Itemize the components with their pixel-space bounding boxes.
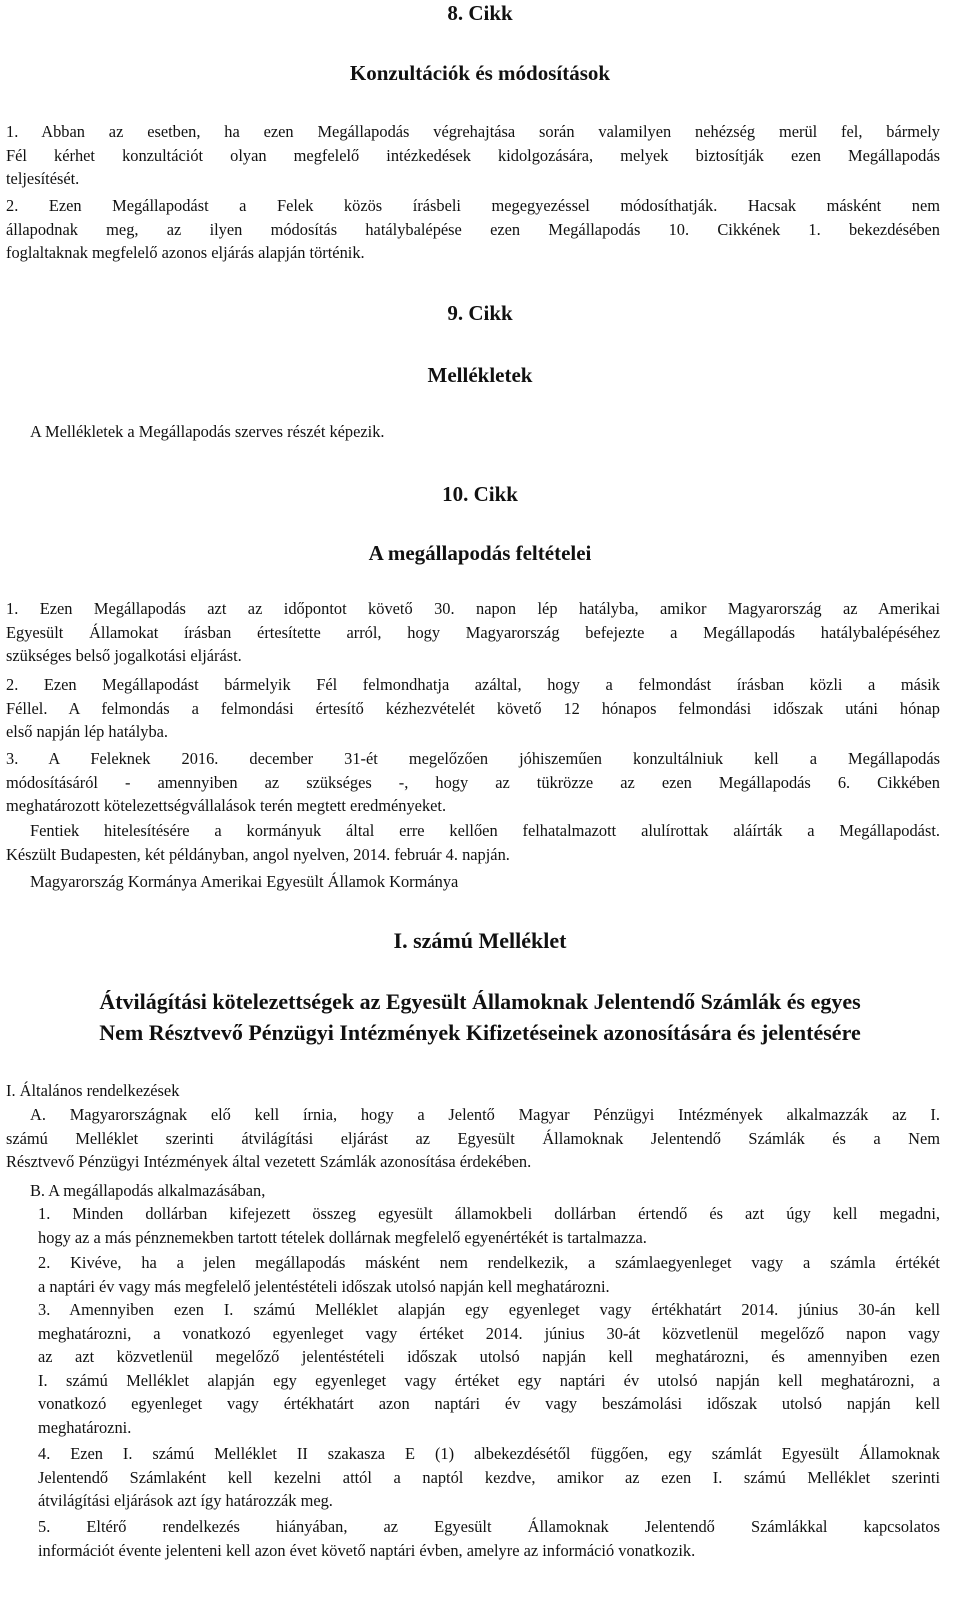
text-line: vonatkozó egyenleget vagy értékhatárt azon naptári év vagy beszámolási időszak utolsó napján kell [38,1394,940,1413]
article-10-number: 10. Cikk [442,482,518,506]
text-line: Jelentendő Számlaként kell kezelni attól a naptól kezdve, amikor az ezen I. számú Melléklet szerinti [38,1467,940,1487]
annex-item-2 [38,1251,940,1298]
annex-title-line-2: Nem Résztvevő Pénzügyi Intézmények Kifizetéseinek azonosítására és jelentésére [99,1020,861,1045]
text-line: 1. Abban az esetben, ha ezen Megállapodás végrehajtása során valamilyen nehézség merül fel, bármely [6,122,940,141]
annex-label: I. számú Melléklet [393,928,567,953]
annex-item-3 [38,1298,940,1439]
text-line: meghatározni. [38,1417,132,1437]
annex-title-line-1: Átvilágítási kötelezettségek az Egyesült Államoknak Jelentendő Számlák és egyes [99,989,861,1014]
text-line: 4. Ezen I. számú Melléklet II szakasza E (1) albekezdésétől függően, egy számlát Egyesült Államoknak [38,1444,940,1463]
text-line: 3. A Feleknek 2016. december 31-ét megelőzően jóhiszeműen konzultálniuk kell a Megállapodás [6,749,940,768]
text-line: első napján lép hatályba. [6,722,169,741]
annex-paragraph-a [6,1103,940,1174]
text-line: Fentiek hitelesítésére a kormányuk által erre kellően felhatalmazott alulírottak aláírták a Megállapodást. [30,821,940,840]
text-line: foglaltaknak megfelelő azonos eljárás alapján történik. [6,243,365,262]
article-10-paragraph-3 [6,747,940,818]
annex-item-1 [38,1202,940,1249]
text-line: Fél kérhet konzultációt olyan megfelelő intézkedések kidolgozására, melyek biztosítják ezen Megállapodás [6,145,940,165]
annex-item-5 [38,1515,940,1562]
text-line: Résztvevő Pénzügyi Intézmények által vezetett Számlák azonosítása érdekében. [6,1152,532,1171]
text-line: állapodnak meg, az ilyen módosítás hatálybalépése ezen Megállapodás 10. Cikkének 1. bekezdésében [6,219,940,239]
text-line: Féllel. A felmondás a felmondási értesítő kézhezvételét követő 12 hónapos felmondási időszak utáni hónap [6,698,940,718]
text-line: átvilágítási eljárások azt így határozzák meg. [38,1491,333,1510]
article-8-title: Konzultációk és módosítások [349,61,611,85]
article-10-paragraph-2 [6,673,940,744]
article-9-number: 9. Cikk [447,301,513,325]
text-line: 2. Kivéve, ha a jelen megállapodás másként nem rendelkezik, a számlaegyenleget vagy a számla értékét [38,1253,940,1272]
text-line: hogy az a más pénznemekben tartott tételek dollárnak megfelelő egyenértékét is tartalmazza. [38,1227,647,1247]
article-9-title: Mellékletek [427,363,533,387]
text-line: módosításáról - amennyiben az szükséges -, hogy az tükrözze az ezen Megállapodás 6. Cikkében [6,772,940,792]
text-line: információt évente jelenteni kell azon évet követő naptári évben, amelyre az információ vonatkozik. [38,1540,696,1560]
text-line: 3. Amennyiben ezen I. számú Melléklet alapján egy egyenleget vagy értékhatárt 2014. június 30-án kell [38,1300,940,1319]
article-10-paragraph-4 [6,819,940,866]
section-1-heading: I. Általános rendelkezések [6,1081,180,1100]
article-10-paragraph-1 [6,597,940,668]
text-line: az azt közvetlenül megelőző jelentéstételi időszak utolsó napján kell meghatározni, és amennyiben ezen [38,1347,940,1366]
text-line: meghatározott kötelezettségvállalások terén megtett eredményeket. [6,796,447,815]
text-line: számú Melléklet szerinti átvilágítási eljárást az Egyesült Államoknak Jelentendő Számlák és a Nem [6,1128,940,1148]
text-line: 5. Eltérő rendelkezés hiányában, az Egyesült Államoknak Jelentendő Számlákkal kapcsolatos [38,1517,940,1536]
article-9-text: A Mellékletek a Megállapodás szerves részét képezik. [30,422,385,441]
signatories: Magyarország Kormánya Amerikai Egyesült Államok Kormánya [30,872,459,891]
text-line: a naptári év vagy más megfelelő jelentéstételi időszak utolsó napján kell meghatározni. [38,1276,610,1296]
text-line: 1. Minden dollárban kifejezett összeg egyesült államokbeli dollárban értendő és azt úgy kell megadni, [38,1204,940,1223]
text-line: Egyesült Államokat írásban értesítette arról, hogy Magyarország befejezte a Megállapodás hatálybalépéséhez [6,622,940,642]
text-line: Készült Budapesten, két példányban, angol nyelven, 2014. február 4. napján. [6,844,510,864]
text-line: A. Magyarországnak elő kell írnia, hogy a Jelentő Magyar Pénzügyi Intézmények alkalmazzák az I. [30,1105,940,1124]
text-line: 2. Ezen Megállapodást bármelyik Fél felmondhatja azáltal, hogy a felmondást írásban közli a másik [6,675,940,694]
annex-paragraph-b: B. A megállapodás alkalmazásában, [30,1181,266,1200]
annex-item-4 [38,1442,940,1513]
article-10-title: A megállapodás feltételei [368,541,592,565]
article-8-paragraph-1 [6,120,940,191]
text-line: szükséges belső jogalkotási eljárást. [6,646,242,665]
text-line: 1. Ezen Megállapodás azt az időpontot követő 30. napon lép hatályba, amikor Magyarország az Amerikai [6,599,940,618]
text-line: 2. Ezen Megállapodást a Felek közös írásbeli megegyezéssel módosíthatják. Hacsak másként nem [6,196,940,215]
article-8-number: 8. Cikk [447,1,513,25]
text-line: I. számú Melléklet alapján egy egyenleget vagy értéket egy naptári év utolsó napján kell meghatározni, a [38,1370,940,1390]
text-line: teljesítését. [6,169,80,188]
article-8-paragraph-2 [6,194,940,265]
text-line: meghatározni, a vonatkozó egyenleget vagy értéket 2014. június 30-át közvetlenül megelőző napon vagy [38,1323,940,1343]
